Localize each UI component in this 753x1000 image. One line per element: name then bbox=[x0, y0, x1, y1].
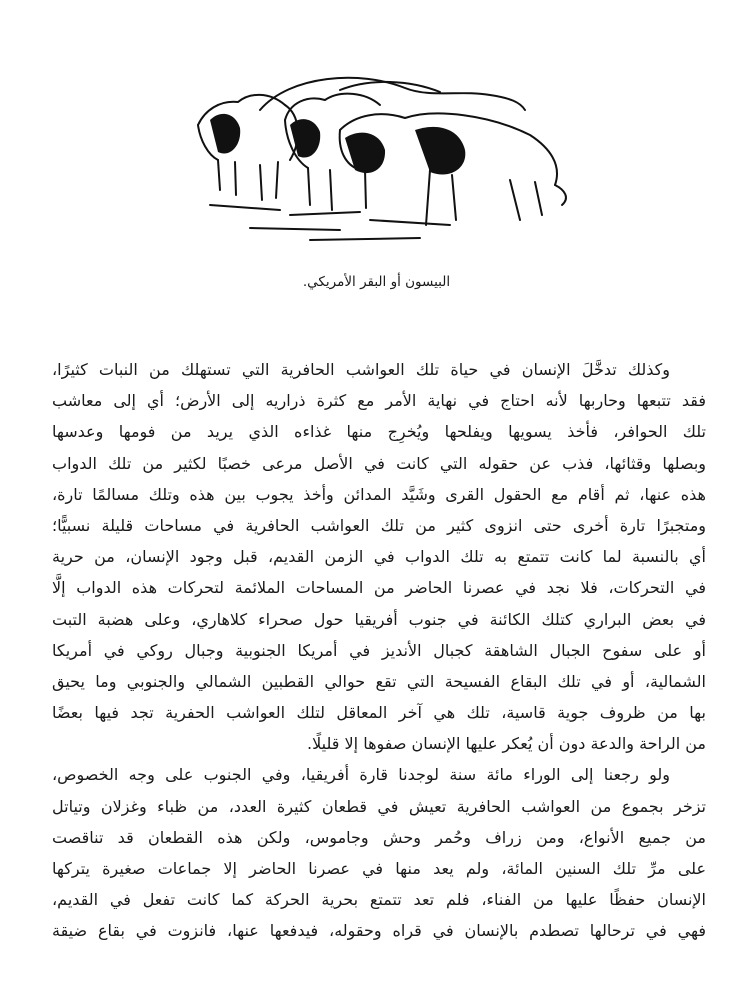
text-line: أو على سفوح الجبال الشاهقة كجبال الأنديز في أمريكا الجنوبية وجبال روكي في أمريكا bbox=[52, 640, 706, 660]
paragraph-1 bbox=[52, 354, 706, 759]
text-line: في بعض البراري كتلك الكائنة في جنوب أفريقيا حول صحراء كلاهاري، وعلى هضبة التبت bbox=[52, 609, 706, 629]
text-line: على مرِّ تلك السنين المائة، ولم يعد منها في عصرنا الحاضر إلا جماعات صغيرة يتركها bbox=[52, 859, 706, 878]
text-line: من الراحة والدعة دون أن يُعكر عليها الإنسان صفوها إلا قليلًا. bbox=[307, 734, 706, 754]
text-line: وبصلها وقثائها، فذب عن حقوله التي كانت في الأصل مرعى خصبًا لكثير من تلك الدواب bbox=[52, 453, 706, 473]
text-line: الإنسان حفظًا عليها من الفناء، فلم تعد تتمتع بحرية الحركة كما كانت تفعل في القديم، bbox=[52, 890, 706, 910]
figure-caption: البيسون أو البقر الأمريكي. bbox=[302, 274, 451, 290]
text-line: الشمالية، أو في تلك البقاع الفسيحة التي تقع حوالي القطبين الشمالي والجنوبي وما يحيق bbox=[52, 671, 706, 691]
paragraph-2 bbox=[52, 759, 706, 946]
text-line: تلك الحوافر، فأخذ يسويها ويفلحها ويُخرِج منها غذاءه الذي يريد من فومها وعدسها bbox=[52, 422, 706, 442]
text-line: في التحركات، فلا نجد في عصرنا الحاضر من المساحات الملائمة لتحركات هذه الدواب إلَّا bbox=[52, 578, 706, 598]
body-text bbox=[52, 354, 706, 947]
text-line: بها من ظروف جوية قاسية، تلك هي آخر المعاقل لتلك العواشب الحفرية تجد فيها بعضًا bbox=[52, 703, 706, 723]
text-line: هذه عنها، ثم أقام مع الحقول القرى وشَيَّد المدائن وأخذ يجوب بين هذه وتلك مسالمًا تارة، bbox=[52, 484, 706, 504]
text-line: وكذلك تدخَّلَ الإنسان في حياة تلك العواشب الحافرية التي تستهلك من النبات كثيرًا، bbox=[52, 360, 670, 379]
text-line: فهي في ترحالها تصطدم بالإنسان في قراه وحقوله، فيدفعها عنها، فانزوت في بقاع ضيقة bbox=[52, 921, 706, 941]
text-line: ولو رجعنا إلى الوراء مائة سنة لوجدنا قارة أفريقيا، وفي الجنوب على وجه الخصوص، bbox=[52, 765, 670, 785]
bison-illustration bbox=[190, 70, 580, 245]
text-line: أي بالنسبة لما كانت تتمتع به تلك الدواب في الزمن القديم، قبل وجود الإنسان، من حرية bbox=[52, 547, 706, 567]
text-line: تزخر بجموع من العواشب الحافرية تعيش في قطعان كثيرة العدد، من ظباء وغزلان وتياتل bbox=[52, 796, 706, 816]
text-line: من جميع الأنواع، ومن زراف وحُمر وحش وجاموس، ولكن هذه القطعان قد تناقصت bbox=[52, 827, 706, 847]
text-line: فقد تتبعها وحاربها لأنه احتاج في نهاية الأمر مع كثرة ذراريه إلى الأرض؛ أي إلى معاشب bbox=[52, 391, 706, 411]
text-line: ومتجبرًا تارة أخرى حتى انزوى كثير من تلك العواشب الحافرية في مساحات قليلة نسبيًّا؛ bbox=[52, 515, 706, 535]
